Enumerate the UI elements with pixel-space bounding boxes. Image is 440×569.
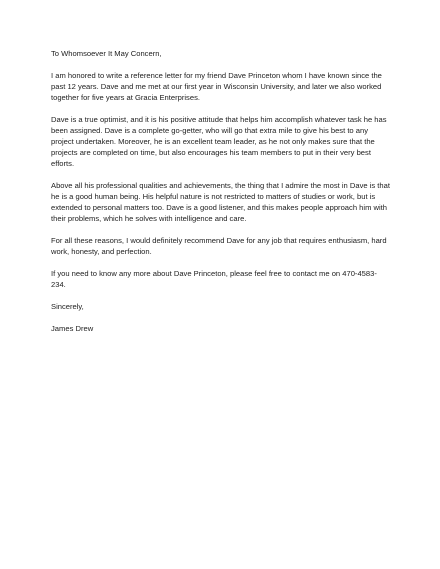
signature-name: James Drew (51, 324, 94, 333)
reference-letter (51, 48, 391, 345)
salutation: To Whomsoever It May Concern, (51, 49, 162, 58)
paragraph-character: Above all his professional qualities and achievements, the thing that I admire the most in Dave is that he is a good human being. His helpful nature is not restricted to matters of studies or work, but is extended to personal matters too. Dave is a good listener, and this makes people approach him with their problems, which he solves with intelligence and care. (51, 181, 390, 223)
closing: Sincerely, (51, 302, 84, 311)
paragraph-contact: If you need to know any more about Dave Princeton, please feel free to contact me on 470-4583-234. (51, 269, 377, 289)
paragraph-attitude: Dave is a true optimist, and it is his positive attitude that helps him accomplish whatever task he has been assigned. Dave is a complete go-getter, who will go that extra mile to give his best to any project undertaken. Moreover, he is an excellent team leader, as he not only makes sure that the projects are completed on time, but also encourages his team members to put in their very best efforts. (51, 115, 387, 168)
paragraph-intro: I am honored to write a reference letter for my friend Dave Princeton whom I have known since the past 12 years. Dave and me met at our first year in Wisconsin University, and later we also worked together for five years at Gracia Enterprises. (51, 71, 382, 102)
paragraph-recommendation: For all these reasons, I would definitely recommend Dave for any job that requires enthusiasm, hard work, honesty, and perfection. (51, 236, 387, 256)
